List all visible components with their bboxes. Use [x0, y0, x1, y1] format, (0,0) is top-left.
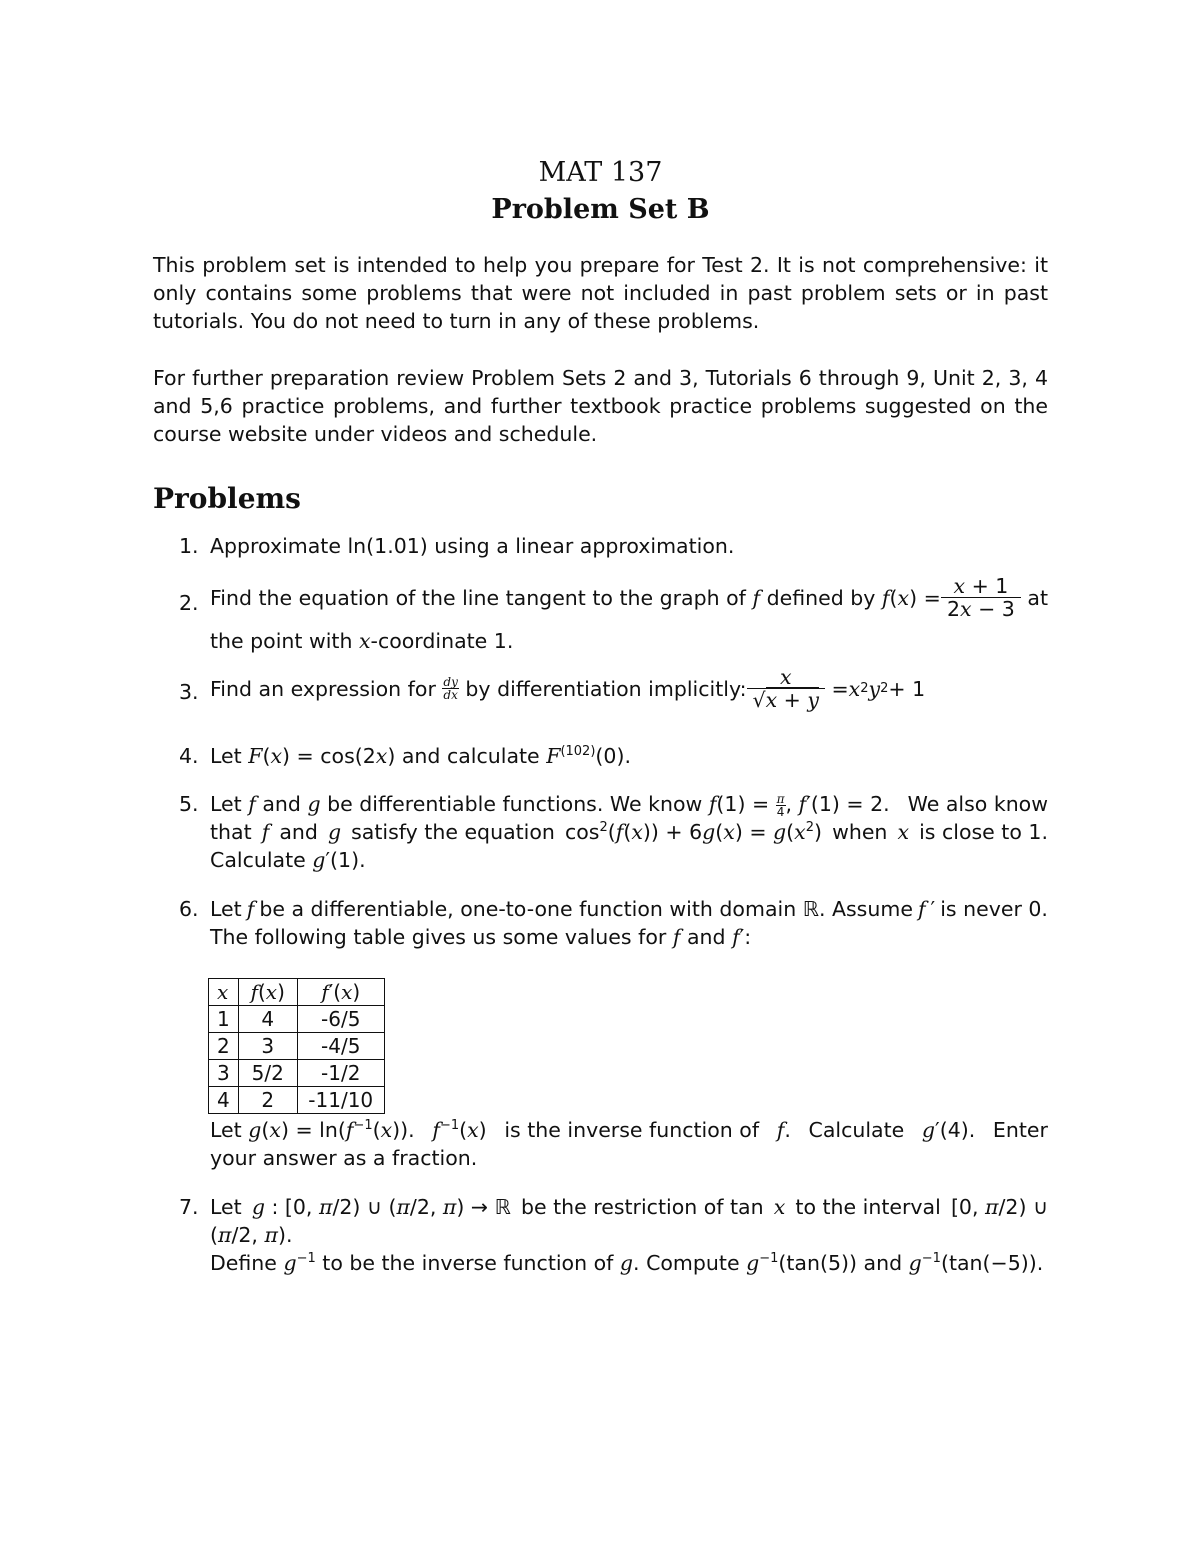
problem-number: 7.	[179, 1195, 199, 1219]
section-title: Problems	[153, 482, 301, 515]
fraction: $\frac{x}{√x + y}$	[747, 666, 825, 711]
intro-paragraph-1: This problem set is intended to help you prepare for Test 2. It is not comprehensive: it only contains some problems that were not included in past problem sets or in past tutorials. You do not need to turn in any of these problems.	[153, 253, 1048, 333]
problem-number: 1.	[179, 534, 199, 558]
table-row: 1 4 -6/5	[209, 1006, 385, 1033]
course-title: MAT 137	[538, 157, 663, 188]
table-row: 2 3 -4/5	[209, 1033, 385, 1060]
problem-number: 6.	[179, 897, 199, 921]
problem-number: 5.	[179, 792, 199, 816]
problem-number: 3.	[179, 680, 199, 704]
problem-text: Approximate ln(1.01) using a linear approximation.	[210, 534, 735, 558]
problem-number: 4.	[179, 744, 199, 768]
derivative-fraction: dy dx	[443, 675, 458, 702]
values-table	[208, 978, 385, 1114]
problem-number: 2.	[179, 591, 199, 615]
table-row: 3 5/2 -1/2	[209, 1060, 385, 1087]
table-row: 4 2 -11/10	[209, 1087, 385, 1114]
document-subtitle: Problem Set B	[491, 194, 710, 225]
table-header-row: x f(x) f′(x)	[209, 979, 385, 1006]
fraction: $\frac{x + 1}{2x - 3}$	[941, 575, 1021, 620]
intro-paragraph-2: For further preparation review Problem Sets 2 and 3, Tutorials 6 through 9, Unit 2, 3, 4 and 5,6 practice problems, and further textbook practice problems suggested on the course website under videos and schedule.	[153, 366, 1048, 446]
